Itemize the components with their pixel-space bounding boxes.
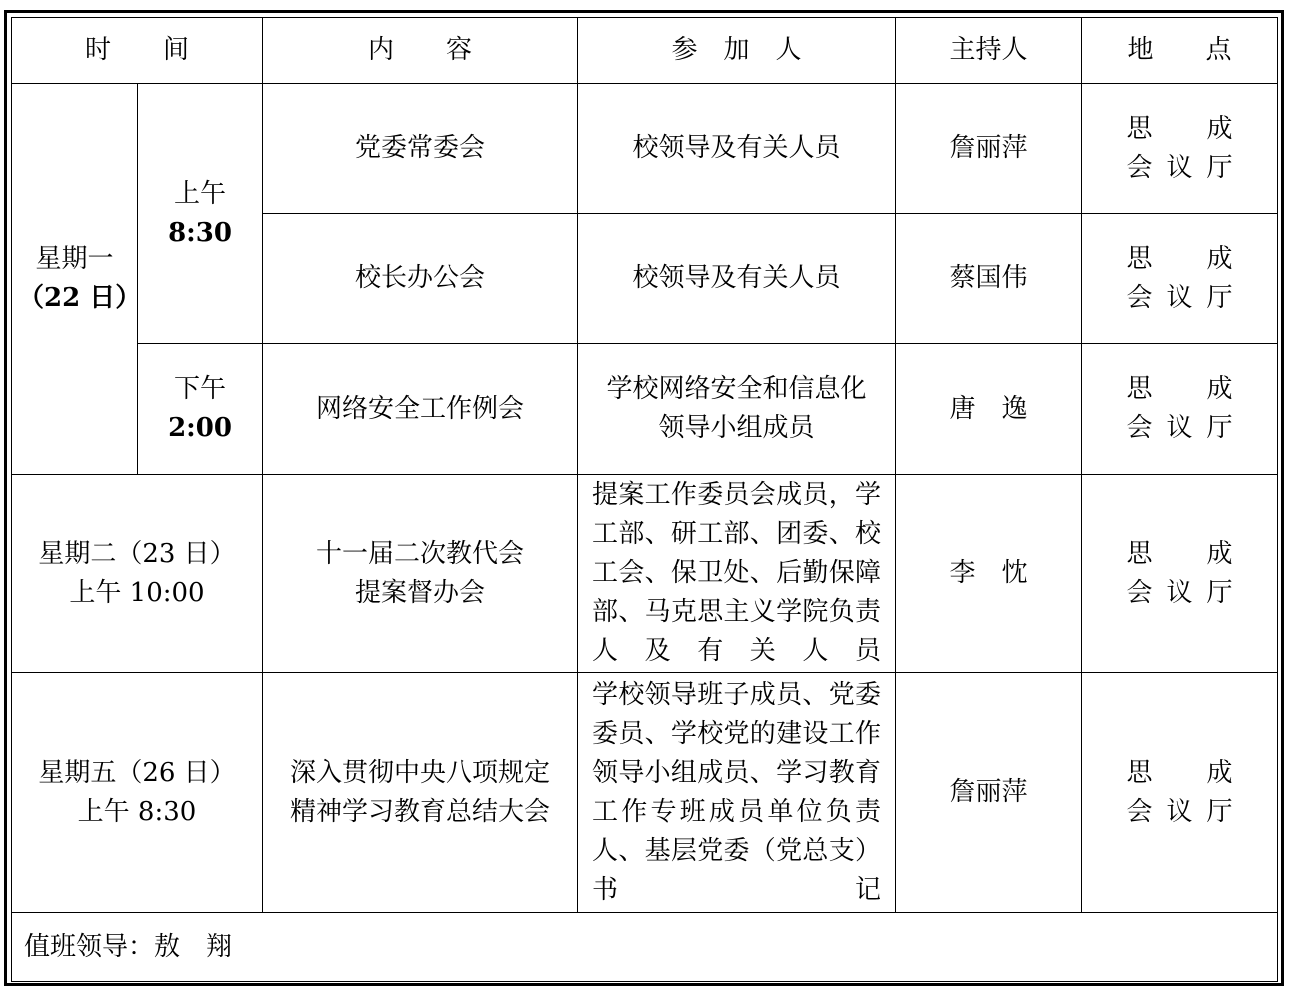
host-cell: 蔡国伟 bbox=[896, 214, 1082, 344]
place-line1: 思 成 bbox=[1126, 538, 1233, 569]
monday-am-cell bbox=[138, 84, 263, 344]
header-content: 内 容 bbox=[263, 18, 578, 84]
duty-cell bbox=[12, 913, 1278, 982]
participants-text: 提案工作委员会成员，学工部、研工部、团委、校工会、保卫处、后勤保障部、马克思主义学院负责人及有关人员 bbox=[592, 480, 882, 666]
place-line1: 思 成 bbox=[1126, 757, 1233, 788]
participants-line1: 学校网络安全和信息化 bbox=[606, 374, 867, 404]
place-cell bbox=[1082, 475, 1278, 673]
monday-am-time: 8:30 bbox=[168, 217, 232, 248]
table-row bbox=[12, 344, 1278, 475]
monday-pm-time: 2:00 bbox=[168, 413, 232, 443]
time-cell bbox=[12, 673, 263, 913]
place-line1: 思 成 bbox=[1126, 113, 1233, 144]
place-line1: 思 成 bbox=[1126, 374, 1233, 404]
monday-day-cell bbox=[12, 84, 142, 475]
content-cell: 党委常委会 bbox=[263, 84, 578, 214]
participants-line2: 领导小组成员 bbox=[658, 413, 815, 443]
participants-cell bbox=[578, 475, 896, 673]
time-line2: 上午 10:00 bbox=[69, 577, 205, 608]
time-line1: 星期二（23 日） bbox=[38, 538, 236, 569]
time-cell bbox=[12, 475, 263, 673]
place-line2: 会议厅 bbox=[1126, 282, 1233, 313]
host-cell: 詹丽萍 bbox=[896, 673, 1082, 913]
header-participants: 参 加 人 bbox=[578, 18, 896, 84]
content-line1: 深入贯彻中央八项规定 bbox=[290, 757, 551, 788]
place-line1: 思 成 bbox=[1126, 243, 1233, 274]
duty-row bbox=[12, 913, 1278, 982]
schedule-table bbox=[11, 17, 1278, 982]
participants-text: 学校领导班子成员、党委委员、学校党的建设工作领导小组成员、学习教育工作专班成员单位负责人、基层党委（党总支）书记 bbox=[592, 679, 882, 905]
table-row bbox=[12, 475, 1278, 673]
host-cell: 李 忱 bbox=[896, 475, 1082, 673]
place-cell bbox=[1082, 84, 1278, 214]
header-place: 地 点 bbox=[1082, 18, 1278, 84]
table-row bbox=[12, 673, 1278, 913]
header-row bbox=[12, 18, 1278, 84]
participants-cell bbox=[578, 673, 896, 913]
participants-cell: 校领导及有关人员 bbox=[578, 84, 896, 214]
content-cell bbox=[263, 475, 578, 673]
monday-pm-cell bbox=[138, 344, 263, 475]
place-line2: 会议厅 bbox=[1126, 796, 1233, 827]
content-cell bbox=[263, 673, 578, 913]
participants-cell: 校领导及有关人员 bbox=[578, 214, 896, 344]
monday-am-label: 上午 bbox=[174, 178, 227, 209]
place-line2: 会议厅 bbox=[1126, 577, 1233, 608]
place-line2: 会议厅 bbox=[1126, 152, 1233, 183]
table-row bbox=[12, 84, 1278, 214]
duty-label: 值班领导： bbox=[24, 931, 155, 962]
content-line1: 十一届二次教代会 bbox=[316, 538, 525, 569]
time-line1: 星期五（26 日） bbox=[38, 757, 236, 788]
place-cell bbox=[1082, 344, 1278, 475]
monday-pm-label: 下午 bbox=[174, 374, 227, 404]
header-time: 时 间 bbox=[12, 18, 263, 84]
monday-day: 星期一 bbox=[35, 244, 114, 274]
place-cell bbox=[1082, 673, 1278, 913]
duty-name: 敖 翔 bbox=[154, 931, 233, 962]
host-cell: 詹丽萍 bbox=[896, 84, 1082, 214]
place-line2: 会议厅 bbox=[1126, 413, 1233, 443]
content-line2: 精神学习教育总结大会 bbox=[290, 796, 551, 827]
participants-cell bbox=[578, 344, 896, 475]
header-host: 主持人 bbox=[896, 18, 1082, 84]
place-cell bbox=[1082, 214, 1278, 344]
time-line2: 上午 8:30 bbox=[77, 796, 197, 827]
content-line2: 提案督办会 bbox=[355, 577, 486, 608]
content-cell: 校长办公会 bbox=[263, 214, 578, 344]
content-cell: 网络安全工作例会 bbox=[263, 344, 578, 475]
host-cell: 唐 逸 bbox=[896, 344, 1082, 475]
monday-date: （22 日） bbox=[18, 283, 142, 313]
